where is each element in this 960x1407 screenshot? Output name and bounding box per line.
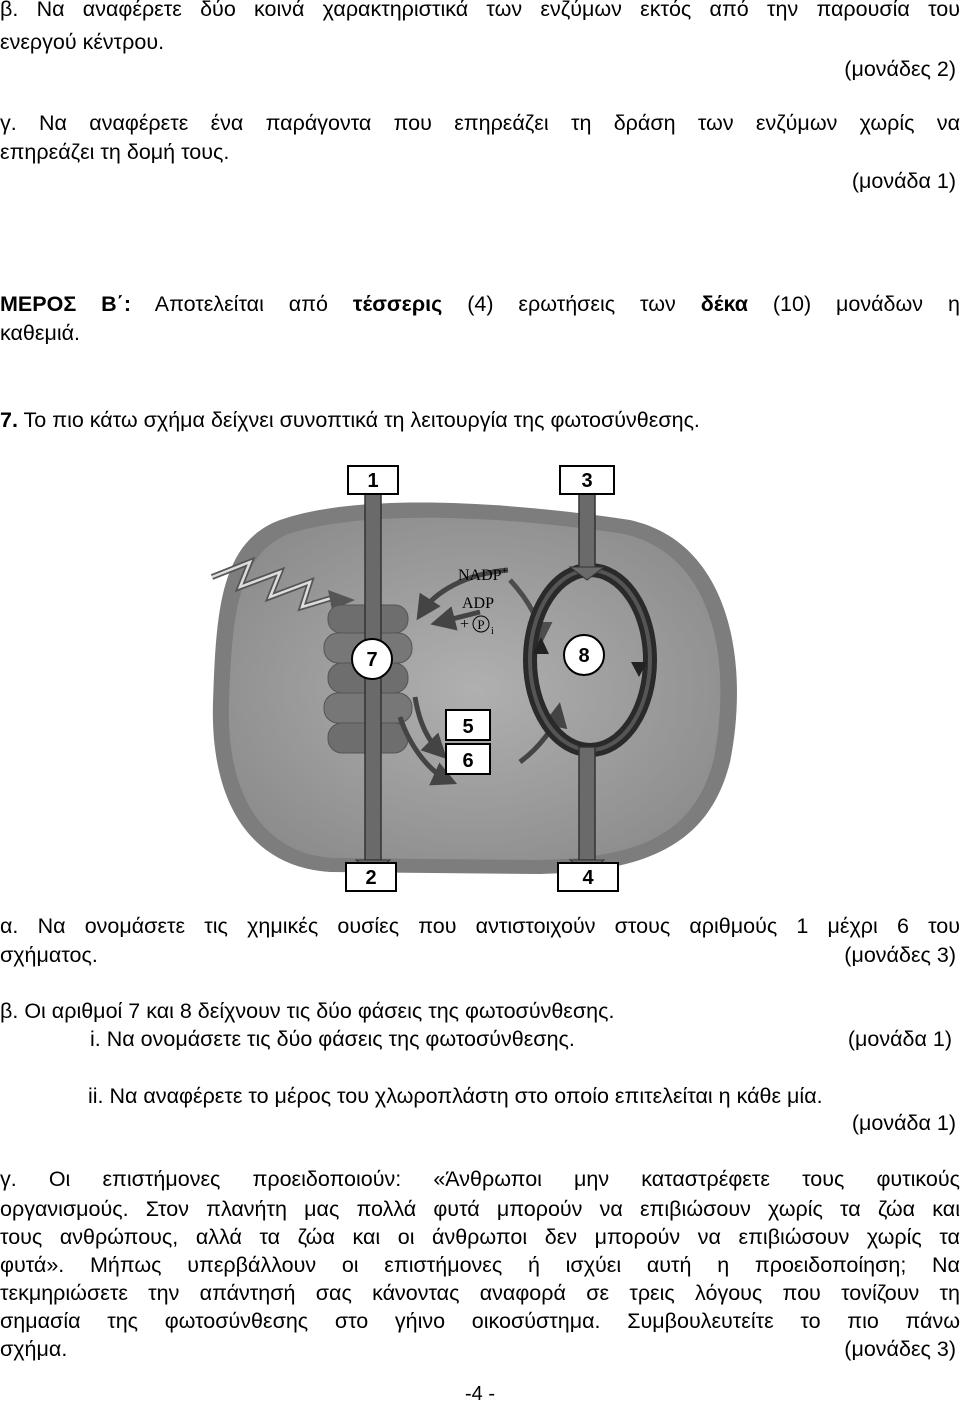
- q7c-line6: σημασία της φωτοσύνθεσης στο γήινο οικοσύστημα. Συμβουλευτείτε το πιο πάνω: [0, 1309, 960, 1333]
- part-b-bold1: τέσσερις: [352, 292, 443, 316]
- q6c-line2: επηρεάζει τη δομή τους.: [0, 140, 230, 164]
- part-b-line2: καθεμιά.: [0, 321, 81, 345]
- q6c-line1: γ. Να αναφέρετε ένα παράγοντα που επηρεάζει τη δράση των ενζύμων χωρίς να: [0, 111, 960, 135]
- q6b-points: (μονάδες 2): [844, 57, 956, 81]
- q7b-i-points: (μονάδα 1): [847, 1027, 952, 1051]
- label-6: 6: [462, 750, 474, 772]
- q7c-line1: γ. Οι επιστήμονες προειδοποιούν: «Άνθρωποι μην καταστρέφετε τους φυτικούς: [0, 1167, 960, 1191]
- q7c-last-row: [0, 1336, 960, 1363]
- part-b-text1: Αποτελείται από: [154, 292, 328, 316]
- label-1: 1: [367, 470, 379, 492]
- part-b-text2: (4) ερωτήσεις των: [467, 292, 676, 316]
- q7-number: 7.: [0, 408, 18, 432]
- q7a-line2-row: [0, 942, 960, 969]
- label-5: 5: [462, 716, 474, 738]
- q7c-points: (μονάδες 3): [844, 1337, 956, 1361]
- q7b-ii-text: ii. Να αναφέρετε το μέρος του χλωροπλάστη στο οποίο επιτελείται η κάθε μία.: [88, 1084, 823, 1108]
- q7b-ii-points: (μονάδα 1): [851, 1111, 956, 1135]
- page-number: -4 -: [465, 1383, 495, 1405]
- label-3: 3: [581, 470, 593, 492]
- q7c-line4: φυτά». Μήπως υπερβάλλουν οι επιστήμονες ή ισχύει αυτή η προειδοποίηση; Να: [0, 1253, 960, 1277]
- q7-intro: [0, 407, 960, 434]
- q7c-last-line: σχήμα.: [0, 1337, 68, 1361]
- pi-label: P: [477, 617, 485, 632]
- pi-plus: +: [460, 616, 470, 633]
- part-b-heading: [0, 291, 960, 318]
- q7c-line2: οργανισμούς. Στον πλανήτη μας πολλά φυτά μπορούν να επιβιώσουν χωρίς τα ζώα και: [0, 1197, 960, 1221]
- photosynthesis-diagram: [210, 462, 750, 892]
- part-b-text3: (10) μονάδων η: [772, 292, 960, 316]
- label-4: 4: [582, 867, 594, 889]
- q6c-points: (μονάδα 1): [851, 169, 956, 193]
- q7a-line1: α. Να ονομάσετε τις χημικές ουσίες που αντιστοιχούν στους αριθμούς 1 μέχρι 6 του: [0, 914, 960, 938]
- q7c-line3: τους ανθρώπους, αλλά τα ζώα και οι άνθρωποι δεν μπορούν να επιβιώσουν χωρίς τα: [0, 1225, 960, 1249]
- q7-intro-text: Το πιο κάτω σχήμα δείχνει συνοπτικά τη λειτουργία της φωτοσύνθεσης.: [23, 408, 700, 432]
- part-b-bold2: δέκα: [700, 292, 748, 316]
- label-2: 2: [365, 867, 377, 889]
- q7b-i-text: i. Να ονομάσετε τις δύο φάσεις της φωτοσύνθεσης.: [90, 1027, 575, 1051]
- pi-subscript: i: [491, 626, 494, 637]
- q7b-text: β. Οι αριθμοί 7 και 8 δείχνουν τις δύο φάσεις της φωτοσύνθεσης.: [0, 999, 615, 1023]
- part-b-label: ΜΕΡΟΣ Β΄:: [0, 292, 131, 316]
- q7a-line2: σχήματος.: [0, 943, 98, 967]
- label-7: 7: [366, 649, 378, 671]
- q6b-line2: ενεργού κέντρου.: [0, 30, 165, 54]
- label-8: 8: [578, 645, 590, 667]
- adp-label: ADP: [462, 595, 495, 612]
- nadp-label: NADP+: [458, 565, 508, 584]
- q7c-line5: τεκμηριώσετε την απάντησή σας κάνοντας αναφορά σε τρεις λόγους που τονίζουν τη: [0, 1281, 960, 1305]
- q7a-points: (μονάδες 3): [844, 943, 956, 967]
- q6b-line1: β. Να αναφέρετε δύο κοινά χαρακτηριστικά των ενζύμων εκτός από την παρουσία του: [0, 0, 960, 21]
